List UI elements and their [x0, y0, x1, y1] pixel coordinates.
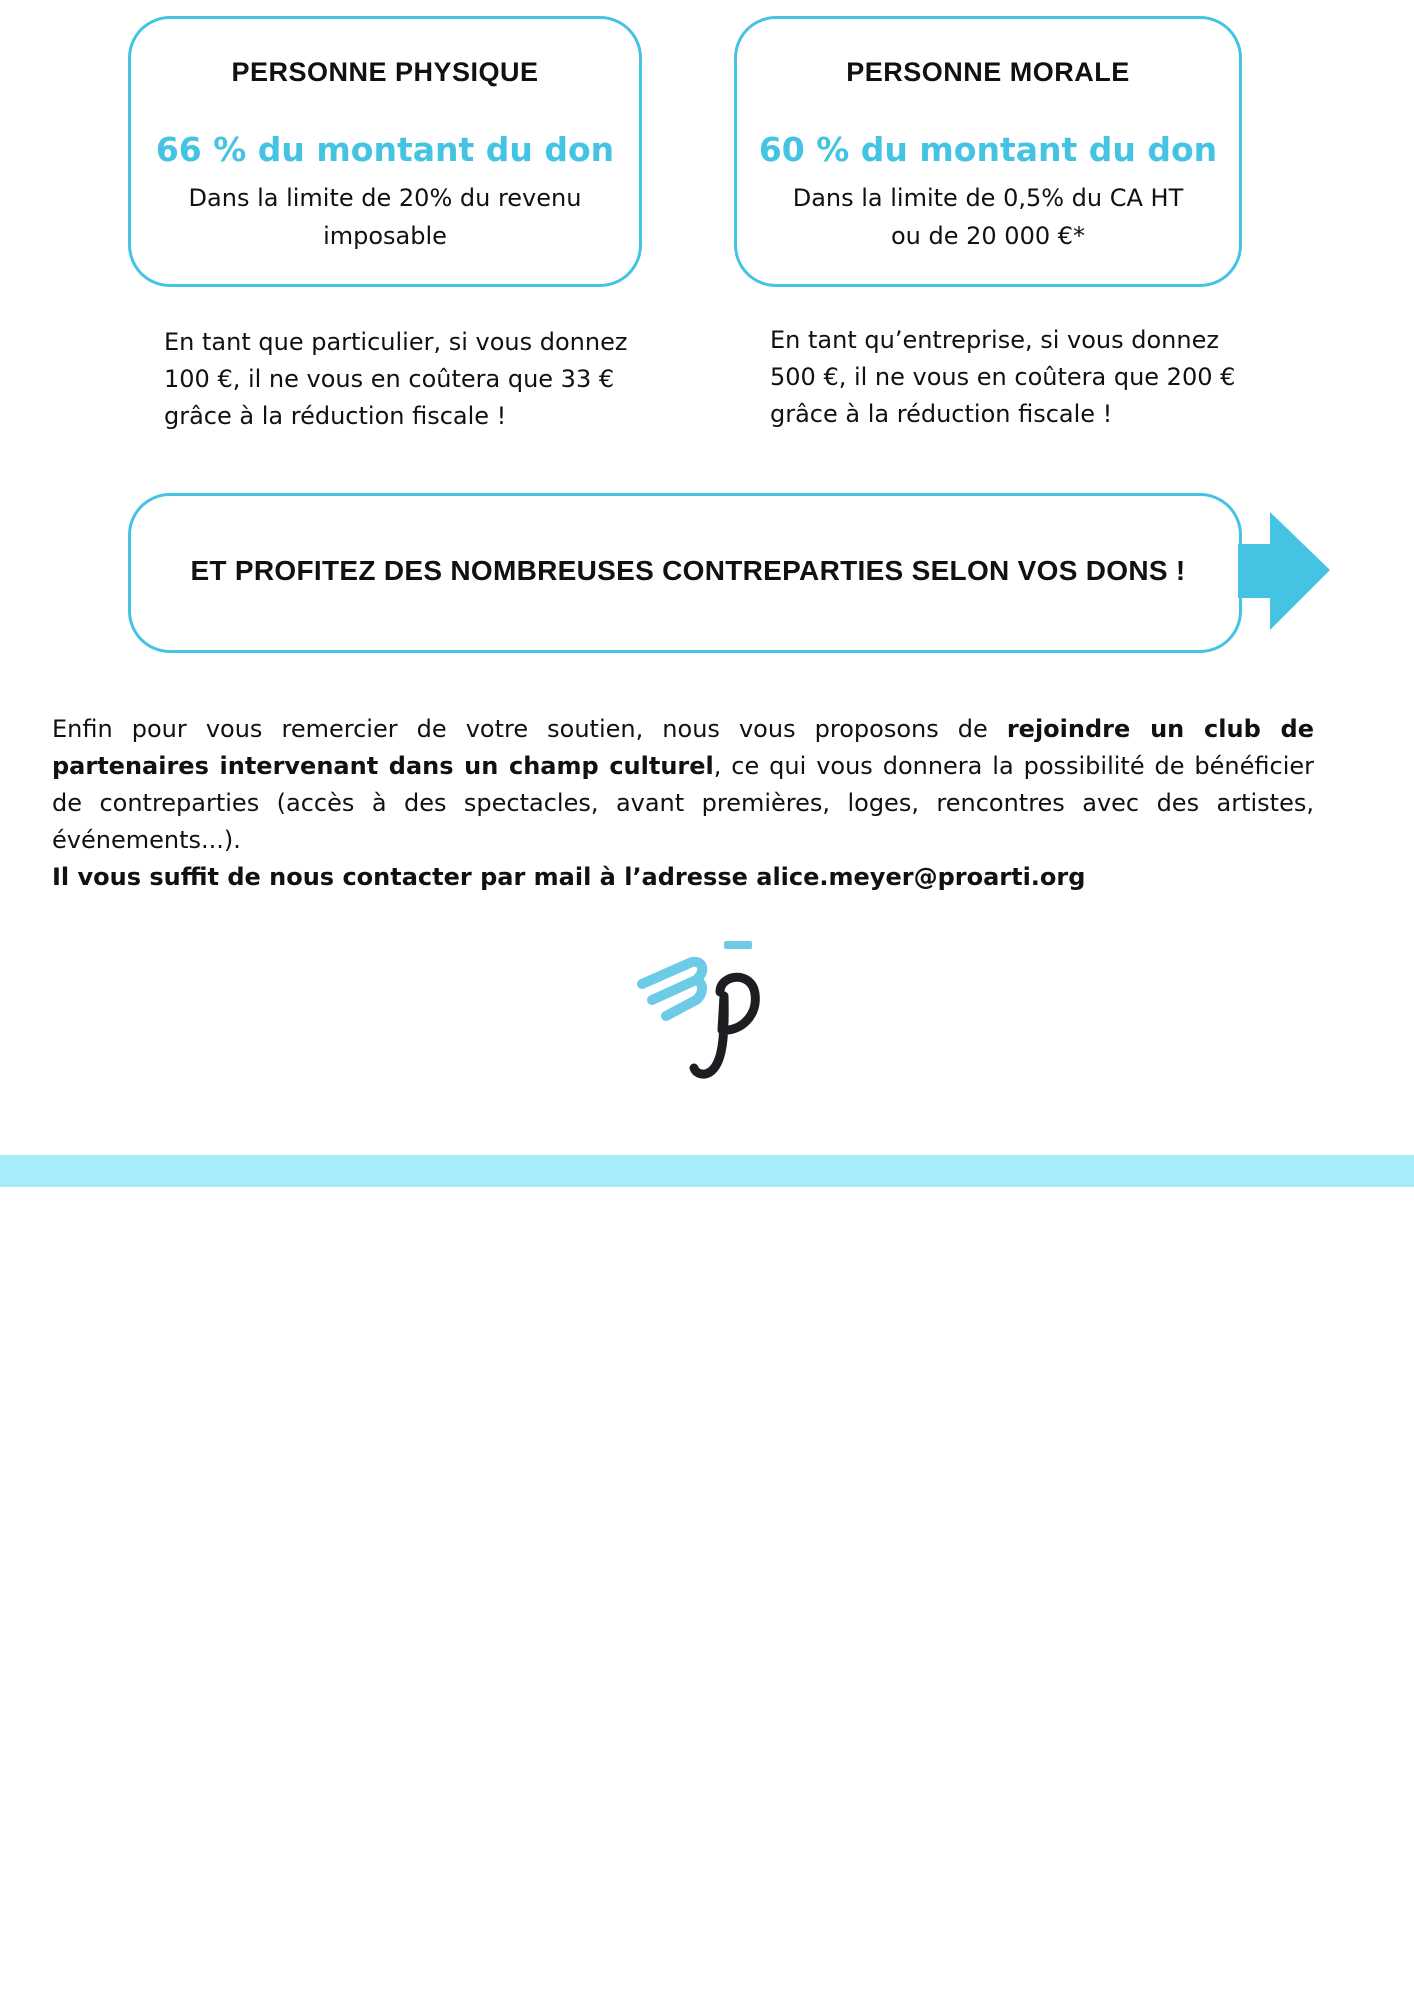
card-limit-line: Dans la limite de 20% du revenu [188, 184, 582, 212]
example-line: 100 €, il ne vous en coûtera que 33 € [164, 365, 615, 393]
proarti-logo-icon [636, 936, 776, 1086]
footer-band [0, 1155, 1414, 1187]
example-line: En tant que particulier, si vous donnez [164, 328, 628, 356]
card-title: PERSONNE MORALE [846, 57, 1130, 87]
card-limit-line: ou de 20 000 €* [890, 222, 1086, 250]
example-line: grâce à la réduction fiscale ! [770, 400, 1113, 428]
closing-text-part: , ce qui vous donnera la possibilité de bénéficier de contreparties (accès à des spectacles, avant premières, loges, rencontres avec des artistes, événements...). [52, 752, 1314, 854]
card-personne-morale [734, 16, 1242, 287]
closing-text-part: Enfin pour vous remercier de votre soutien, nous vous proposons de [52, 715, 1007, 743]
card-limit-line: Dans la limite de 0,5% du CA HT [792, 184, 1184, 212]
example-entreprise [770, 322, 1240, 433]
card-title: PERSONNE PHYSIQUE [231, 57, 539, 87]
contact-text: Il vous suffit de nous contacter par mail à l’adresse alice.meyer@proarti.org [52, 863, 1086, 891]
card-personne-physique [128, 16, 642, 287]
example-line: 500 €, il ne vous en coûtera que 200 € [770, 363, 1236, 391]
card-limit-line: imposable [323, 222, 447, 250]
closing-paragraph [52, 711, 1314, 896]
closing-text [52, 711, 1314, 859]
card-rate: 66 % du montant du don [155, 130, 615, 169]
card-limit [767, 179, 1209, 255]
contact-line [52, 859, 1314, 896]
closing-text-highlight: rejoindre un club de partenaires intervenant dans un champ culturel [52, 715, 1314, 780]
example-line: En tant qu’entreprise, si vous donnez [770, 326, 1219, 354]
arrow-right-icon [1238, 512, 1332, 632]
card-limit [161, 179, 609, 255]
example-line: grâce à la réduction fiscale ! [164, 402, 507, 430]
example-particulier [164, 324, 634, 435]
card-rate: 60 % du montant du don [758, 130, 1218, 169]
contreparties-banner [128, 493, 1242, 653]
banner-text: ET PROFITEZ DES NOMBREUSES CONTREPARTIES SELON VOS DONS ! [190, 555, 1186, 586]
